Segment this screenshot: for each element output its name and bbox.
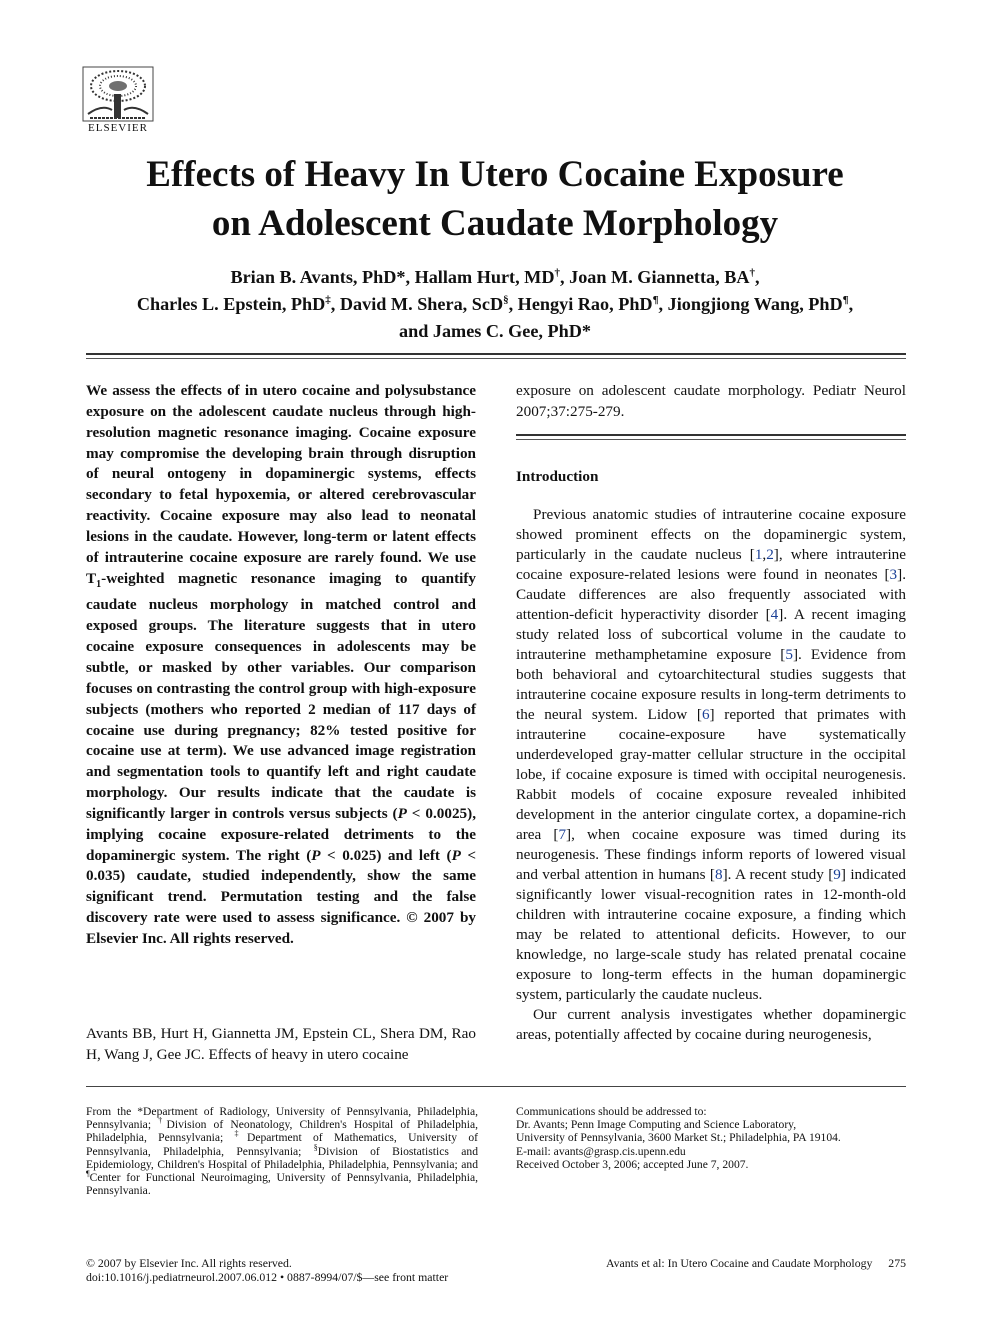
- reference-link[interactable]: 4: [770, 606, 779, 623]
- affiliation-mark: †: [554, 266, 560, 279]
- author-list: [60, 264, 930, 345]
- author-line-2: Charles L. Epstein, PhD‡, David M. Shera, ScD§, Hengyi Rao, PhD¶, Jiongjiong Wang, PhD¶,: [136, 293, 854, 314]
- affiliation-mark: ¶: [842, 293, 849, 306]
- abstract: [86, 381, 476, 950]
- doi[interactable]: doi:10.1016/j.pediatrneurol.2007.06.012 • 0887-8994/07/$—see front matter: [86, 1270, 449, 1284]
- affiliation-mark: ¶: [652, 293, 659, 306]
- affiliations-footnote: From the *Department of Radiology, University of Pennsylvania, Philadelphia, Pennsylvania; †Division of Neonatology, Children's Hospital of Philadelphia, Philadelphia, Pennsylvania; ‡Department of Mathematics, University of Pennsylvania, Philadelphia, Pennsylvania; §Division of Biostatistics and Epidemiology, Children's Hospital of Philadelphia, Philadelphia, Pennsylvania; and ¶Center for Functional Neuroimaging, University of Pennsylvania, Philadelphia, Pennsylvania.: [86, 1105, 478, 1198]
- correspondence-line: University of Pennsylvania, 3600 Market St.; Philadelphia, PA 19104.: [516, 1131, 841, 1145]
- received-dates: Received October 3, 2006; accepted June 7, 2007.: [516, 1157, 749, 1171]
- reference-link[interactable]: 9: [833, 866, 841, 883]
- section-heading: Introduction: [516, 468, 599, 485]
- author: and James C. Gee, PhD*: [399, 321, 591, 341]
- p-symbol: P: [311, 846, 321, 864]
- correspondence-email[interactable]: E-mail: avants@grasp.cis.upenn.edu: [516, 1144, 686, 1158]
- correspondence-line: Dr. Avants; Penn Image Computing and Science Laboratory,: [516, 1118, 797, 1132]
- correspondence-footnote: [516, 1105, 908, 1171]
- elsevier-tree-icon: [82, 66, 154, 122]
- title-line-1: Effects of Heavy In Utero Cocaine Exposure: [146, 154, 844, 195]
- author: Joan M. Giannetta, BA: [569, 267, 750, 287]
- author: Brian B. Avants, PhD*: [230, 267, 406, 287]
- abstract-text: -weighted magnetic resonance imaging to quantify caudate nucleus morphology in matched control and exposed groups. The literature suggests that in utero cocaine exposure consequences in adolescents may be subtle, or masked by other variables. Our comparison focuses on contrasting the control group with high-exposure subjects (mothers who reported 2 median of 117 days of cocaine use during pregnancy; 82% tested positive for cocaine use at term). We use advanced image registration and segmentation tools to quantify left and right caudate morphology. Our results indicate that the caudate is significantly larger in controls versus subjects (: [86, 569, 476, 822]
- reference-link[interactable]: 8: [715, 866, 723, 883]
- affiliation-mark: ‡: [325, 293, 331, 306]
- paragraph: Previous anatomic studies of intrauterine cocaine exposure showed prominent effects on the dopaminergic system, particularly in the caudate nucleus [1,2], where intrauterine cocaine exposure-related lesions were found in neonates [3]. Caudate differences are also frequently associated with attention-deficit hyperactivity disorder [4]. A recent imaging study related loss of subcortical volume in the caudate to intrauterine methamphetamine exposure [5]. Evidence from both behavioral and cytoarchitectural studies suggests that intrauterine cocaine exposure results in long-term detriments to the neural system. Lidow [6] reported that primates with intrauterine cocaine-exposure have systematically underdeveloped gray-matter cellular structure in the occipital lobe, if cocaine exposure is timed with occipital neurogenesis. Rabbit models of cocaine exposure revealed inhibited development in the anterior cingulate cortex, a dopamine-rich area [7], when cocaine exposure was timed during its neurogenesis. These findings inform reports of lowered visual and verbal attention in humans [8]. A recent study [9] indicated significantly lower visual-recognition rates in 12-month-old children with intrauterine cocaine exposure, a finding which may be related to attentional deficits. However, to our knowledge, no large-scale study has related prenatal cocaine exposure to long-term effects in the human dopaminergic system, particularly the caudate nucleus.: [516, 506, 906, 1003]
- p-symbol: P: [397, 804, 407, 822]
- reference-link[interactable]: 6: [701, 706, 710, 723]
- paragraph: Our current analysis investigates whether dopaminergic areas, potentially affected by cocaine during neurogenesis,: [516, 1006, 906, 1043]
- correspondence-line: Communications should be addressed to:: [516, 1105, 707, 1118]
- author: Jiongjiong Wang, PhD: [667, 294, 843, 314]
- author: Hallam Hurt, MD: [414, 267, 555, 287]
- introduction-body: [516, 505, 906, 1045]
- author-line-1: Brian B. Avants, PhD*, Hallam Hurt, MD†, Joan M. Giannetta, BA†,: [230, 266, 760, 287]
- reference-link[interactable]: 1: [754, 546, 763, 563]
- subscript: 1: [96, 578, 102, 590]
- copyright: © 2007 by Elsevier Inc. All rights reserved.: [86, 1256, 292, 1270]
- title-line-2: on Adolescent Caudate Morphology: [211, 203, 779, 244]
- reference-link[interactable]: 7: [558, 826, 567, 843]
- abstract-text: < 0.035) caudate, studied independently, show the same significant trend. Permutation testing and the false discovery rate were used to assess significance. © 2007 by Elsevier Inc. All rights reserved.: [86, 846, 476, 947]
- footnote-divider: [86, 1086, 906, 1087]
- citation-divider: [516, 434, 906, 440]
- author: Charles L. Epstein, PhD: [136, 294, 326, 314]
- page-footer-left: [86, 1256, 516, 1284]
- header-divider: [86, 353, 906, 359]
- affiliation-mark: §: [503, 293, 509, 306]
- reference-link[interactable]: 3: [889, 566, 898, 583]
- abstract-text: We assess the effects of in utero cocaine and polysubstance exposure on the adolescent caudate nucleus through high-resolution magnetic resonance imaging. Cocaine exposure may compromise the developing brain through disruption of neural ontogeny in dopaminergic systems, effects secondary to fetal hypoxemia, or altered cerebrovascular reactivity. Cocaine exposure may also lead to neonatal lesions in the caudate. However, long-term or latent effects of intrauterine cocaine exposure are rarely found. We use T: [86, 382, 476, 587]
- page-footer-right: [540, 1256, 906, 1271]
- reference-link[interactable]: 5: [785, 646, 793, 663]
- logo-wordmark: ELSEVIER: [88, 122, 148, 134]
- author: David M. Shera, ScD: [339, 294, 504, 314]
- citation-right: exposure on adolescent caudate morphology. Pediatr Neurol 2007;37:275-279.: [516, 382, 906, 420]
- page-number: 275: [888, 1256, 906, 1270]
- reference-link[interactable]: 2: [766, 546, 774, 563]
- publisher-logo: [82, 66, 154, 136]
- citation-left: Avants BB, Hurt H, Giannetta JM, Epstein CL, Shera DM, Rao H, Wang J, Gee JC. Effects of heavy in utero cocaine: [86, 1025, 476, 1063]
- article-title: [60, 150, 930, 248]
- running-head: Avants et al: In Utero Cocaine and Caudate Morphology: [605, 1256, 873, 1270]
- abstract-text: < 0.025) and left (: [320, 846, 452, 864]
- author: Hengyi Rao, PhD: [517, 294, 653, 314]
- affiliation-mark: †: [749, 266, 755, 279]
- author-line-3: [60, 318, 930, 345]
- abstract-text: < 0.0025), implying cocaine exposure-related detriments to the dopaminergic system. The right (: [86, 804, 476, 864]
- p-symbol: P: [451, 846, 461, 864]
